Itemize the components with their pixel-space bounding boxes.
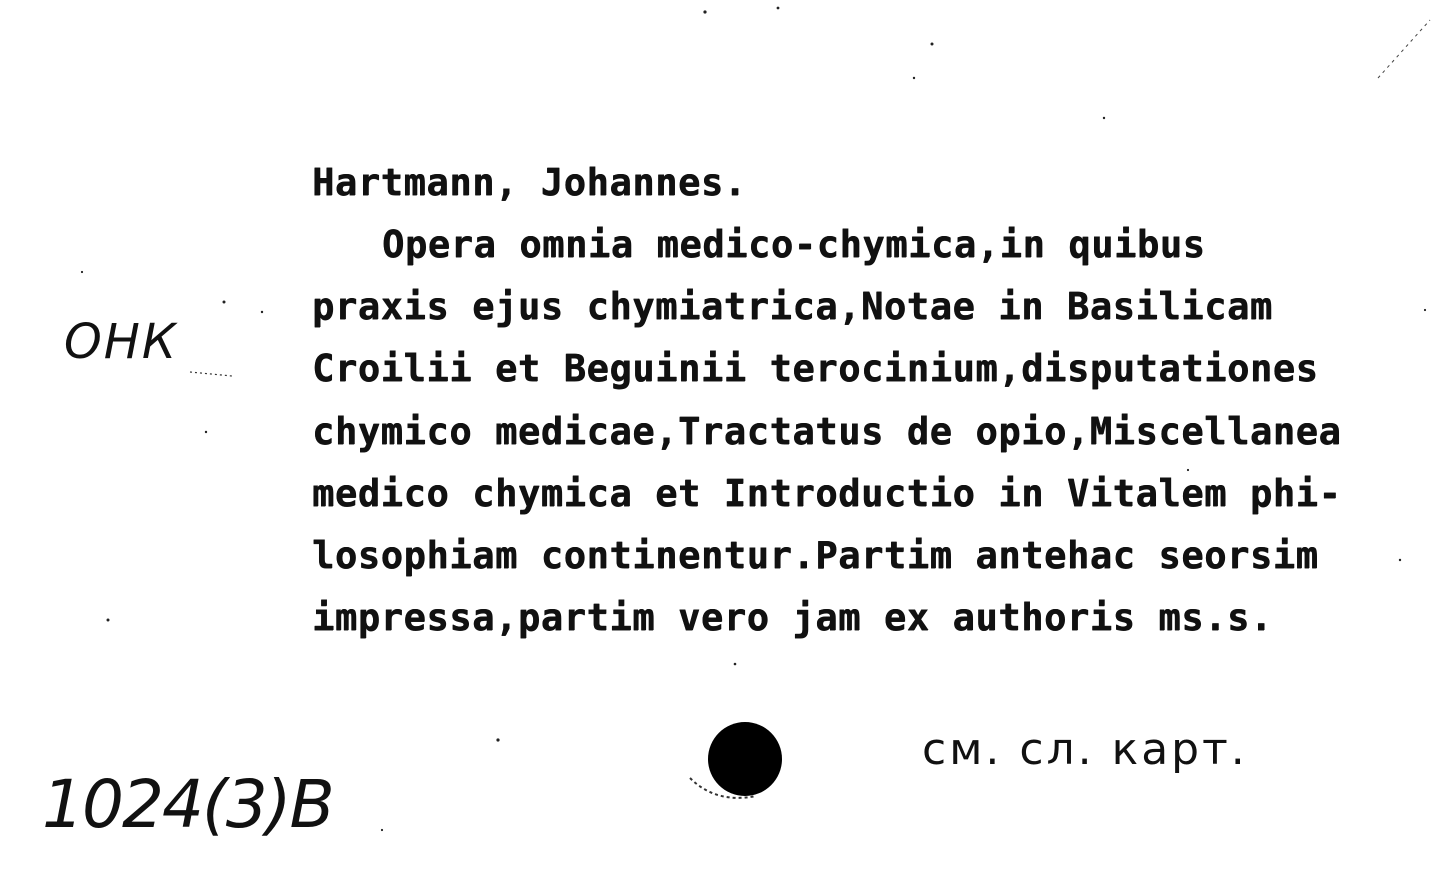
title-line-3: Croilii et Beguinii terocinium,disputationes [312,347,1319,390]
author-heading: Hartmann, Johannes. [312,161,747,204]
title-line-4: chymico medicae,Tractatus de opio,Miscellanea [312,410,1342,453]
handwritten-see-next-card: см. сл. карт. [922,724,1248,775]
handwritten-side-mark: ОНК [64,314,178,370]
punch-hole [708,722,782,796]
title-line-5: medico chymica et Introductio in Vitalem phi- [312,472,1342,515]
handwritten-shelfmark: 1024(3)B [42,766,333,843]
title-line-1: Opera omnia medico-chymica,in quibus [382,223,1206,266]
title-line-7: impressa,partim vero jam ex authoris ms.s. [312,596,1273,639]
title-line-6: losophiam continentur.Partim antehac seorsim [312,534,1319,577]
title-line-2: praxis ejus chymiatrica,Notae in Basilicam [312,285,1273,328]
